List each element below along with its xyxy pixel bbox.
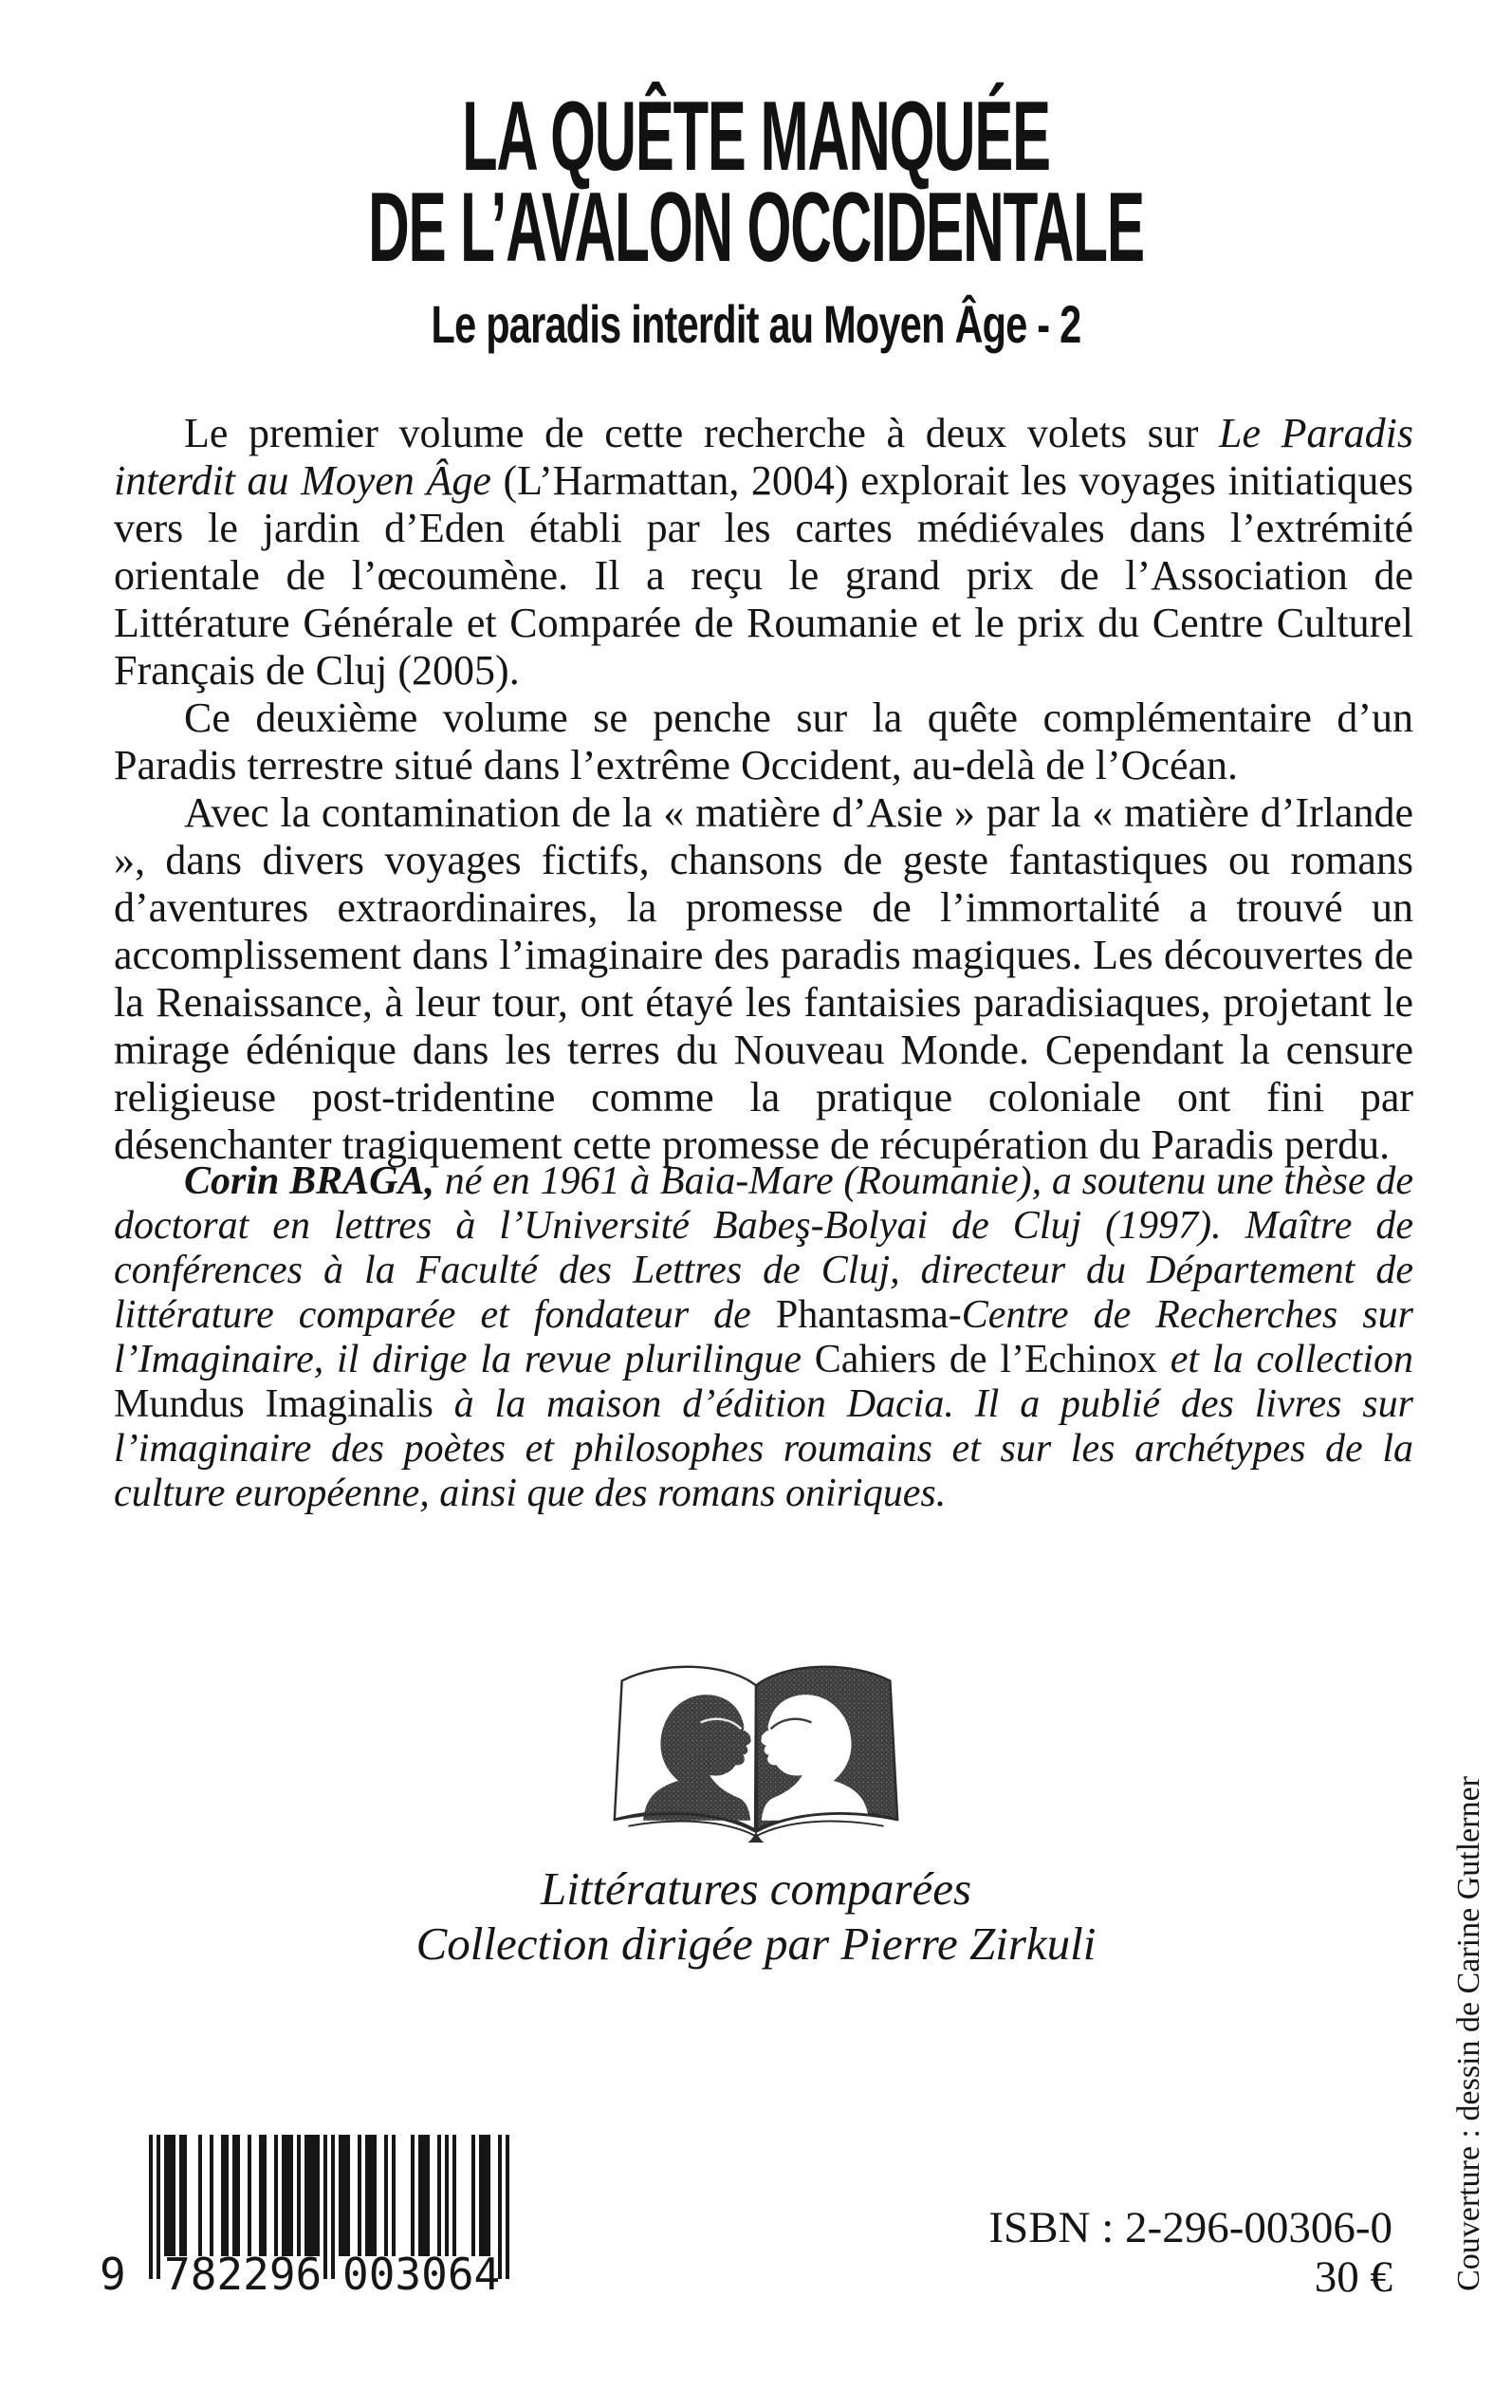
blurb-paragraph-3: Avec la contamination de la « matière d’Asie » par la « matière d’Irlande », dans divers voyages fictifs, chansons de geste fantastiques ou romans d’aventures extraordinaires, la promesse de l’immortalité a trouvé un accomplissement dans l’imaginaire des paradis magiques. Les découvertes de la Renaissance, à leur tour, ont étayé les fantaisies paradisiaques, projetant le mirage édénique dans les terres du Nouveau Monde. Cependant la censure religieuse post-tridentine comme la pratique coloniale ont fini par désenchanter tragiquement cette promesse de récupération du Paradis perdu. (114, 789, 1413, 1168)
barcode (100, 2135, 509, 2315)
price-text: 30 € (1314, 2252, 1392, 2302)
barcode-first-digit: 9 (100, 2249, 126, 2300)
barcode-right-digits: 0 0 3 0 6 4 (342, 2249, 501, 2300)
book-title-line2: DE L’AVALON OCCIDENTALE (368, 173, 1144, 283)
collection-block (0, 1862, 1512, 1972)
book-subtitle: Le paradis interdit au Moyen Âge - 2 (431, 294, 1081, 354)
isbn-text: ISBN : 2-296-00306-0 (988, 2203, 1392, 2252)
collection-logo (608, 1636, 904, 1843)
author-bio: Corin BRAGA, né en 1961 à Baia-Mare (Roumanie), a soutenu une thèse de doctorat en lettres à l’Université Babeş-Bolyai de Cluj (1997). Maître de conférences à la Faculté des Lettres de Cluj, directeur du Département de littérature comparée et fondateur de Phantasma-Centre de Recherches sur l’Imaginaire, il dirige la revue plurilingue Cahiers de l’Echinox et la collection Mundus Imaginalis à la maison d’édition Dacia. Il a publié des livres sur l’imaginaire des poètes et philosophes roumains et sur les archétypes de la culture européenne, ainsi que des romans oniriques. (114, 1159, 1413, 1515)
open-book-two-profiles-icon (608, 1636, 904, 1843)
title-block (0, 82, 1512, 354)
blurb-paragraph-2: Ce deuxième volume se penche sur la quête complémentaire d’un Paradis terrestre situé dans l’extrême Occident, au-delà de l’Océan. (114, 695, 1413, 788)
collection-name: Littératures comparées (540, 1862, 972, 1915)
blurb-paragraph-1: Le premier volume de cette recherche à deux volets sur Le Paradis interdit au Moyen Âge (L’Harmattan, 2004) explorait les voyages initiatiques vers le jardin d’Eden établi par les cartes médiévales dans l’extrémité orientale de l’œcoumène. Il a reçu le grand prix de l’Association de Littérature Générale et Comparée de Roumanie et le prix du Centre Culturel Français de Cluj (2005). (114, 410, 1413, 694)
barcode-left-digits: 7 8 2 2 9 6 (164, 2249, 323, 2300)
cover-credit: Couverture : dessin de Carine Gutlerner (1451, 1776, 1486, 2291)
isbn-block (988, 2203, 1392, 2302)
collection-director: Collection dirigée par Pierre Zirkuli (415, 1917, 1097, 1970)
back-cover-blurb (114, 410, 1413, 1169)
book-title-line1: LA QUÊTE MANQUÉE (462, 82, 1050, 192)
